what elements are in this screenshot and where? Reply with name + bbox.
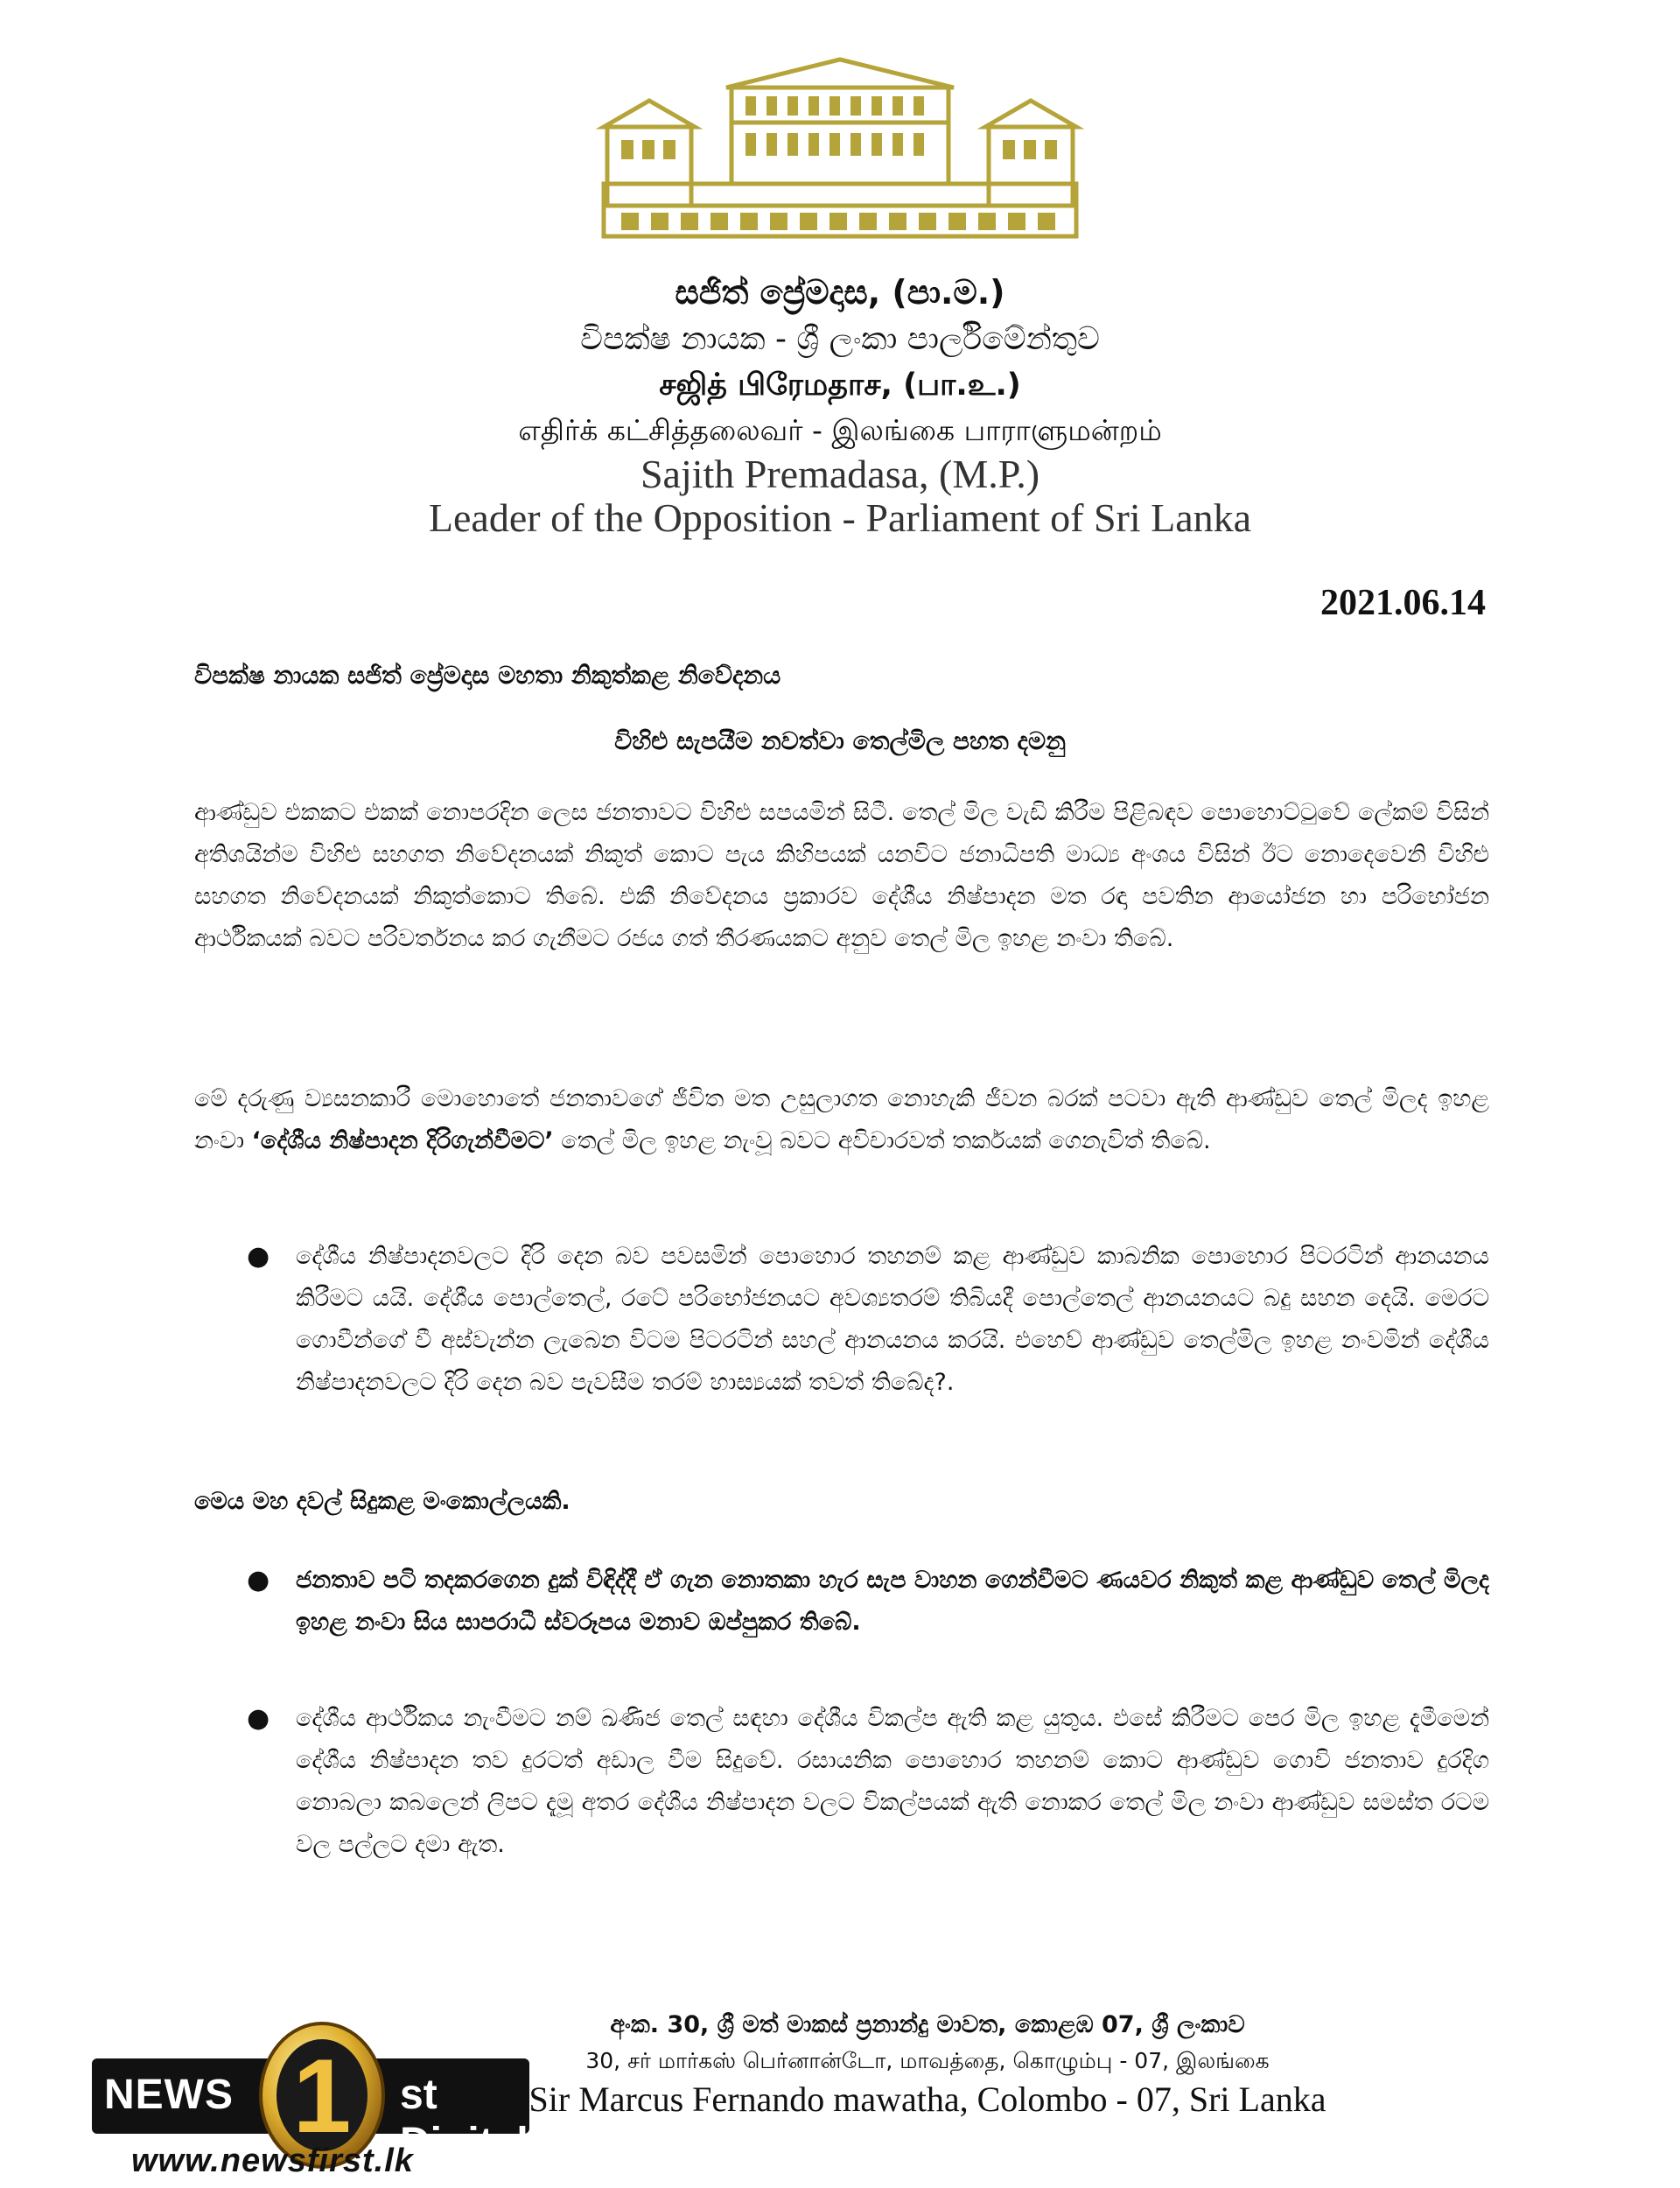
logo-number-text: 1 (292, 2037, 352, 2155)
paragraph-2-before: මේ දරුණු ව්‍යසනකාරී මොහොතේ ජනතාවගේ ජීවිත මත උසුලාගත නොහැකි ජීවන බරක් පටවා ඇති ආණ්ඩුව තෙල් මිලද ඉහළ නංවා (194, 1085, 1489, 1154)
bullet-item-3-text: දේශීය ආර්ථිකය නැංවීමට නම් ඛණිජ තෙල් සඳහා දේශීය විකල්ප ඇති කළ යුතුය. එසේ කිරීමට පෙර මිල ඉහළ දැමීමෙන් දේශීය නිෂ්පාදන තව දුරටත් අඩාල වීම සිදුවේ. රසායනික පොහොර තහනම් කොට ආණ්ඩුව ගොවි ජනතාව දුරදිග නොබලා කබලෙන් ලිපට දැමූ අතර දේශීය නිෂ්පාදන වලට විකල්පයක් ඇති නොකර තෙල් මිල නංවා ආණ්ඩුව සමස්ත රටම වල පල්ලට දමා ඇත. (296, 1705, 1489, 1858)
letterhead-role-tamil: எதிர்க் கட்சித்தலைவர் - இலங்கை பாராளுமன்றம் (518, 413, 1162, 447)
letterhead-role-sinhala: විපක්ෂ නායක - ශ්‍රී ලංකා පාර්ලිමේන්තුව (580, 321, 1100, 357)
bullet-item-1-text: දේශීය නිෂ්පාදනවලට දිරි දෙන බව පවසමින් පොහොර තහනම් කළ ආණ්ඩුව කාබනික පොහොර පිටරටින් ආනයනය කිරීමට යයි. දේශීය පොල්තෙල්, රටේ පරිභෝජනයට අවශ්‍යතරම් තිබියදී පොල්තෙල් ආනයනයට බදු සහන දෙයි. මෙරට ගොවීන්ගේ වී අස්වැන්න ලැබෙන විටම පිටරටින් සහල් ආනයනය කරයි. එහෙව් ආණ්ඩුව තෙල්මිල ඉහළ නංවමින් දේශීය නිෂ්පාදනවලට දිරි දෙන බව පැවසීම තරම් හාස්‍යයක් තවත් තිබේද?. (296, 1243, 1489, 1396)
document-subtitle: විහිළු සැපයීම නවත්වා තෙල්මිල පහත දමනු (614, 726, 1066, 755)
bullet-dot-icon: ● (247, 1703, 270, 1734)
letterhead-name-sinhala: සජිත් ප්‍රේමදාස, (පා.ම.) (675, 273, 1005, 312)
bullet-item-2-text: ජනතාව පටි තදකරගෙන දුක් විඳිද්දී ඒ ගැන නොතකා හැර සැප වාහන ගෙන්වීමට ණයවර නිකුත් කළ ආණ්ඩුව තෙල් මිලද ඉහළ නංවා සිය සාපරාධී ස්වරූපය මනාව ඔප්පුකර තිබේ. (296, 1567, 1489, 1636)
bullet-dot-icon: ● (247, 1565, 270, 1595)
footer-address-sinhala: අංක. 30, ශ්‍රී මත් මාකස් ප්‍රනාන්දු මාවත, කොළඹ 07, ශ්‍රී ලංකාව (610, 2011, 1245, 2038)
newsfirst-url: www.newsfirst.lk (131, 2142, 414, 2179)
document-date: 2021.06.14 (1320, 583, 1486, 623)
bullet-item-3 (247, 1698, 1489, 1866)
paragraph-1: ආණ්ඩුව එකකට එකක් නොපරදින ලෙස ජනතාවට විහිළු සපයමින් සිටී. තෙල් මිල වැඩි කිරීම පිළිබඳව පොහොට්ටුවේ ලේකම් විසින් අතිශයින්ම විහිළු සහගත නිවේදනයක් නිකුත් කොට පැය කිහිපයක් යනවිට ජනාධිපති මාධ්‍ය අංශය විසින් ඊට නොදෙවෙනි විහිළු සහගත නිවේදනයක් නිකුත්කොට තිබේ. එකී නිවේදනය ප්‍රකාරව දේශීය නිෂ්පාදන මත රඳා පවතින ආයෝජන හා පරිභෝජන ආර්ථිකයක් බවට පරිවර්තනය කර ගැනීමට රජය ගත් තීරණයකට අනුව තෙල් මිල ඉහළ නංවා තිබේ. (194, 799, 1489, 952)
footer-address-english: Sir Marcus Fernando mawatha, Colombo - 07, Sri Lanka (528, 2079, 1326, 2119)
paragraph-2 (194, 1078, 1489, 1162)
section-heading: මෙය මහ දවල් සිදුකළ මංකොල්ලයකි. (194, 1488, 570, 1515)
bullet-dot-icon: ● (247, 1241, 270, 1272)
letterhead-name-english: Sajith Premadasa, (M.P.) (640, 452, 1040, 496)
letterhead-name-tamil: சஜித் பிரேமதாச, (பா.உ.) (659, 368, 1021, 403)
bullet-item-2 (247, 1560, 1489, 1644)
paragraph-2-emphasis: ‘දේශීය නිෂ්පාදන දිරිගැන්වීමට’ (251, 1127, 554, 1154)
bullet-item-1 (247, 1236, 1489, 1404)
footer-address-tamil: 30, சர் மார்கஸ் பெர்னான்டோ, மாவத்தை, கொழும்பு - 07, இலங்கை (585, 2048, 1270, 2073)
logo-digital-text: st Digital (400, 2072, 528, 2166)
paragraph-2-after: තෙල් මිල ඉහළ නැංවූ බවට අවිචාරවත් තර්කයක් ගෙනැවිත් තිබේ. (553, 1127, 1211, 1154)
letterhead-role-english: Leader of the Opposition - Parliament of Sri Lanka (428, 495, 1252, 540)
logo-news-text: NEWS (104, 2072, 234, 2118)
parliament-building-icon (595, 53, 1085, 245)
document-title: විපක්ෂ නායක සජිත් ප්‍රේමදාස මහතා නිකුත්කළ නිවේදනය (194, 661, 781, 690)
